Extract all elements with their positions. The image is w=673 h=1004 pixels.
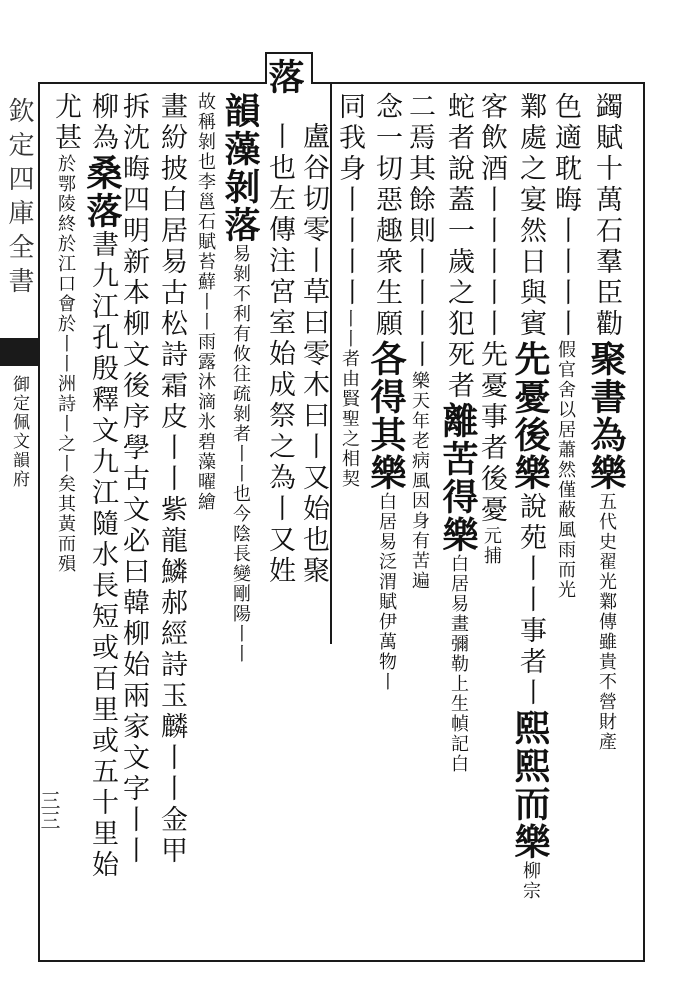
entry-headword: 桑落 [81, 154, 123, 230]
margin-fish-tail-mark [0, 338, 40, 366]
body-text: 拆沈晦四明新本柳文後序學古文必曰韓柳始兩家文字丨丨 [118, 92, 149, 867]
frame-top-left [38, 82, 266, 84]
text-column [406, 92, 433, 591]
text-column [552, 92, 579, 600]
annotation-text: 樂天年老病風因身有苦遍 [409, 371, 430, 591]
frame-header-right-side [311, 52, 313, 84]
annotation-text: 丨丨者由賢聖之相契 [339, 309, 360, 489]
frame-header-top [265, 52, 313, 54]
text-column [81, 92, 123, 881]
text-column [266, 122, 293, 587]
annotation-text: 白居易泛渭賦伊萬物丨 [376, 492, 397, 692]
frame-top-right [312, 82, 644, 84]
annotation-text: 白居易畫彌勒上生幀記白 [448, 554, 469, 774]
header-word: 落 [263, 58, 305, 94]
entry-headword: 聚書為樂 [585, 340, 627, 492]
body-text: 說苑丨丨事者丨 [515, 492, 546, 709]
body-text: 丨也左傳注宮室始成祭之為丨又姓 [264, 122, 295, 587]
entry-headword: 熙熙而樂 [509, 709, 551, 861]
frame-right [643, 82, 645, 962]
body-text: 二焉其餘則丨丨丨丨 [404, 92, 435, 371]
body-text: 念一切惡趣衆生願 [371, 92, 402, 340]
entry-headword: 離苦得樂 [437, 402, 479, 554]
text-column [196, 92, 214, 512]
text-column [300, 122, 327, 587]
annotation-text: 易剝不利有攸往疏剝者丨丨也今陰長變剛陽丨丨 [230, 244, 251, 664]
annotation-text: 柳宗 [520, 861, 541, 901]
margin-title: 欽定四庫全書 [4, 97, 34, 301]
annotation-text: 故稱剝也李邕石賦苔蘚丨丨雨露沐滴氷碧藻曜繪 [195, 92, 216, 512]
annotation-text: 假官舍以居蕭然僅蔽風雨而光 [555, 340, 576, 600]
text-column [52, 92, 79, 574]
annotation-text: 五代史翟光鄴傳雖貴不營財產 [596, 492, 617, 752]
entry-headword: 剝落 [219, 168, 261, 244]
body-text: 鄴處之宴然日與賓 [515, 92, 546, 340]
entry-headword: 各得其樂 [365, 340, 407, 492]
text-column [120, 92, 147, 867]
margin-book-title: 御定佩文韻府 [9, 375, 29, 489]
frame-left [38, 82, 40, 962]
body-text: 客飲酒丨丨丨丨 [476, 92, 507, 309]
annotation-text: 於鄂陵終於江口會於丨丨洲詩丨之丨矣其黃而殞 [55, 154, 76, 574]
text-column [336, 92, 363, 489]
body-text: 盧谷切零丨草曰零木曰丨又始也聚 [298, 122, 329, 587]
text-column [219, 92, 261, 664]
page-number: 三三 [37, 790, 61, 830]
body-text: 書九江孔殷釋文九江隨水長短或百里或五十里始 [87, 230, 118, 881]
body-text: 蛇者說蓋一歲之犯死者 [443, 92, 474, 402]
body-text: 色適耽晦丨丨丨丨 [550, 92, 581, 340]
entry-headword: 先憂後樂 [509, 340, 551, 492]
text-column [509, 92, 551, 901]
body-text: 丨先憂事者後憂 [476, 309, 507, 526]
text-column [437, 92, 479, 774]
body-text: 畫紛披白居易古松詩霜皮丨丨紫龍鱗郝經詩玉麟丨丨金甲 [156, 92, 187, 867]
section-divider [330, 84, 332, 644]
body-text: 尤甚 [50, 92, 81, 154]
body-text: 蠲賦十萬石羣臣勸 [591, 92, 622, 340]
text-column [585, 92, 627, 752]
text-column [365, 92, 407, 692]
body-text: 同我身丨丨丨丨 [334, 92, 365, 309]
annotation-text: 元捕 [481, 526, 502, 566]
text-column [478, 92, 505, 566]
entry-headword: 韻藻 [219, 92, 261, 168]
body-text: 柳為 [87, 92, 118, 154]
text-column [158, 92, 185, 867]
frame-bottom [38, 960, 645, 962]
